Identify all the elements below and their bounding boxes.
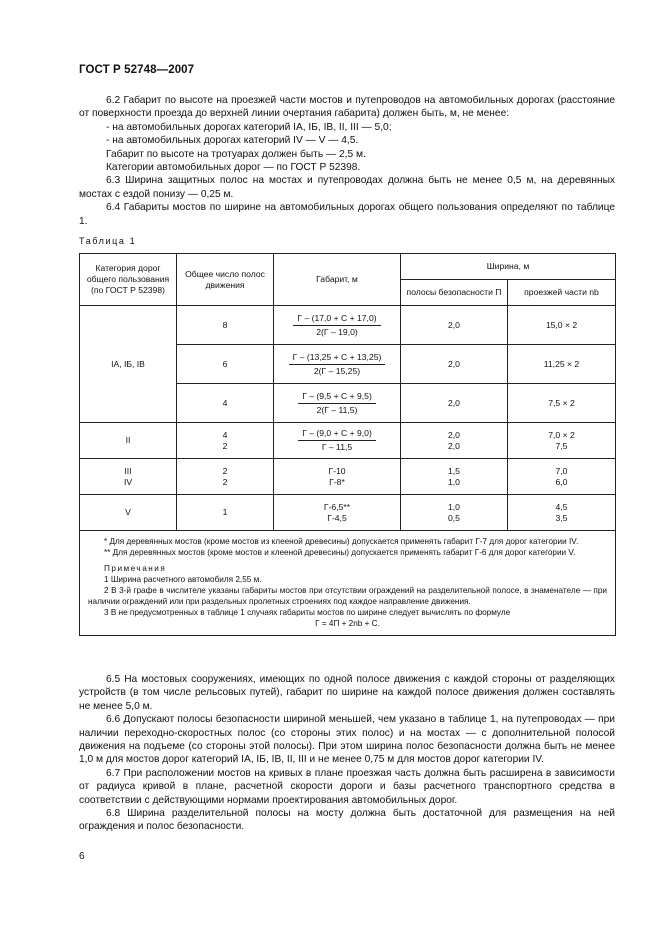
cell-category: IА, IБ, IВ: [80, 306, 177, 423]
paragraph-6-4: 6.4 Габариты мостов по ширине на автомобильных дорогах общего пользования определяют по таблице 1.: [79, 202, 615, 227]
table-row: [80, 459, 616, 495]
cell-safety: [401, 459, 508, 495]
paragraph-6-6: 6.6 Допускают полосы безопасности шириной меньшей, чем указано в таблице 1, на путепроводах — при наличии переходно-скоростных полос (со стороны этих полос) и на мостах — с дополнительной полосой движения на подъеме (со стороны этой полосы). При этом ширина полос безопасности должна быть не менее 1,0 м для мостов дорог категорий IА, IБ, IВ, II, III и не менее 0,75 м для мостов дорог категории IV.: [79, 714, 615, 766]
fraction-numerator: Г – (9,0 + С + 9,0): [298, 428, 376, 441]
header-safety-lane: полосы безопасности П: [401, 280, 508, 306]
paragraph-sidewalk-height: Габарит по высоте на тротуарах должен быть — 2,5 м.: [106, 148, 366, 160]
cell-gabarit: [274, 423, 401, 459]
cell-value: Г-4,5: [327, 512, 347, 523]
cell-lanes: 6: [177, 345, 274, 384]
cell-safety: 2,0: [401, 384, 508, 423]
cell-value: 7,0 × 2: [548, 429, 575, 440]
cell-lanes: 4: [177, 384, 274, 423]
paragraph-6-3: 6.3 Ширина защитных полос на мостах и путепроводах должна быть не менее 0,5 м, на деревянных мостах с ездой понизу — 0,25 м.: [79, 175, 615, 200]
cell-value: Г-6,5**: [323, 501, 351, 512]
fraction-denominator: Г – 11,5: [321, 442, 353, 452]
cell-roadway: 11,25 × 2: [508, 345, 616, 384]
cell-lanes: [177, 423, 274, 459]
footnote-2: ** Для деревянных мостов (кроме мостов и клееной древесины) допускается применять габарит Г-6 для дорог категории V.: [104, 548, 576, 557]
page-number: 6: [79, 851, 85, 862]
gabarit-fraction: [298, 428, 376, 453]
section-6-5-to-6-8: [79, 673, 615, 834]
fraction-numerator: Г – (17,0 + С + 17,0): [293, 313, 380, 326]
gabarit-fraction: [293, 313, 380, 338]
cell-category: V: [80, 495, 177, 531]
cell-category: II: [80, 423, 177, 459]
section-6-2-to-6-4: [79, 94, 615, 228]
cell-value: 4: [222, 429, 228, 440]
footnote-1: * Для деревянных мостов (кроме мостов из клееной древесины) допускается применять габарит Г-7 для дорог категории IV.: [104, 537, 579, 546]
cell-gabarit: [274, 384, 401, 423]
cell-category: [80, 459, 177, 495]
header-gabarit: Габарит, м: [274, 254, 401, 306]
cell-roadway: [508, 423, 616, 459]
cell-value: Г-10: [328, 465, 346, 476]
cell-value: 7,5: [555, 440, 568, 451]
cell-value: 2,0: [448, 440, 460, 451]
table-header-row: [80, 254, 616, 280]
header-width: Ширина, м: [401, 254, 616, 280]
table-row: [80, 495, 616, 531]
cell-roadway: 15,0 × 2: [508, 306, 616, 345]
cell-value: 2: [222, 465, 228, 476]
table-notes-row: [80, 531, 616, 636]
cell-lanes: [177, 459, 274, 495]
note-3: 3 В не предусмотренных в таблице 1 случаях габариты мостов по ширине следует вычислять по формуле: [104, 608, 511, 617]
cell-value: 4,5: [555, 501, 568, 512]
header-category: Категория дорог общего пользования (по ГОСТ Р 52398): [80, 254, 177, 306]
cell-value: 7,0: [555, 465, 568, 476]
table-row: [80, 306, 616, 345]
paragraph-6-5: 6.5 На мостовых сооружениях, имеющих по одной полосе движения с каждой стороны от разделяющих устройств (в том числе рельсовых путей), габарит по ширине на каждой полосе движения должен составлять не менее 5,0 м.: [79, 674, 615, 712]
cell-value: III: [124, 465, 132, 476]
cell-lanes: 1: [177, 495, 274, 531]
cell-value: 2: [222, 440, 228, 451]
fraction-denominator: 2(Г – 19,0): [316, 326, 358, 337]
header-roadway: проезжей части nb: [508, 280, 616, 306]
list-item-category-1-3: - на автомобильных дорогах категорий IА, IБ, IВ, II, III — 5,0;: [106, 121, 392, 133]
cell-safety: 2,0: [401, 306, 508, 345]
table-1: [79, 253, 616, 636]
width-formula: Г = 4П + 2nb + С.: [315, 619, 380, 628]
cell-value: 2: [222, 476, 228, 487]
gabarit-fraction: [298, 391, 376, 416]
cell-value: 1,0: [448, 476, 460, 487]
paragraph-6-8: 6.8 Ширина разделительной полосы на мосту должна быть достаточной для размещения на ней ограждения и полос безопасности.: [79, 808, 615, 833]
paragraph-6-2: 6.2 Габарит по высоте на проезжей части мостов и путепроводов на автомобильных дорогах (расстояние от поверхности проезда до верхней линии очертания габарита) должен быть, м, не менее:: [79, 95, 615, 120]
cell-safety: [401, 495, 508, 531]
table-label: Таблица 1: [79, 236, 137, 246]
cell-gabarit: [274, 345, 401, 384]
gabarit-fraction: [289, 352, 386, 377]
cell-value: IV: [123, 476, 133, 487]
paragraph-road-categories: Категории автомобильных дорог — по ГОСТ Р 52398.: [106, 162, 361, 174]
cell-gabarit: [274, 495, 401, 531]
cell-value: 6,0: [555, 476, 568, 487]
paragraph-6-7: 6.7 При расположении мостов на кривых в плане проезжая часть должна быть расширена в зависимости от радиуса кривой в плане, расчетной скорости дороги и базы расчетного транспортного средства в соответствии с действующими нормами проектирования автомобильных дорог.: [79, 767, 615, 806]
cell-value: 3,5: [555, 512, 568, 523]
cell-gabarit: [274, 459, 401, 495]
cell-lanes: 8: [177, 306, 274, 345]
cell-value: 1,5: [448, 465, 460, 476]
table-row: [80, 423, 616, 459]
cell-roadway: 7,5 × 2: [508, 384, 616, 423]
fraction-numerator: Г – (9,5 + С + 9,5): [298, 391, 376, 404]
fraction-denominator: 2(Г – 11,5): [316, 404, 358, 415]
note-1: 1 Ширина расчетного автомобиля 2,55 м.: [104, 575, 262, 584]
notes-title: Примечания: [104, 564, 167, 573]
document-header: ГОСТ Р 52748—2007: [79, 64, 195, 76]
cell-roadway: [508, 495, 616, 531]
fraction-numerator: Г – (13,25 + С + 13,25): [289, 352, 386, 365]
cell-safety: 2,0: [401, 345, 508, 384]
cell-value: 2,0: [448, 429, 460, 440]
cell-safety: [401, 423, 508, 459]
note-2: 2 В 3-й графе в числителе указаны габариты мостов при отсутствии ограждений на разделительной полосе, в знаменателе — при наличии ограждений или при раздельных пролетных строениях под каждое направление движения.: [88, 586, 607, 606]
list-item-category-4-5: - на автомобильных дорогах категорий IV — V — 4,5.: [106, 135, 359, 147]
cell-value: Г-8*: [329, 476, 345, 487]
cell-value: 1,0: [448, 501, 460, 512]
cell-value: 0,5: [448, 512, 460, 523]
header-lanes: Общее число полос движения: [177, 254, 274, 306]
table-notes: [80, 531, 616, 636]
cell-gabarit: [274, 306, 401, 345]
cell-roadway: [508, 459, 616, 495]
fraction-denominator: 2(Г – 15,25): [313, 365, 361, 376]
